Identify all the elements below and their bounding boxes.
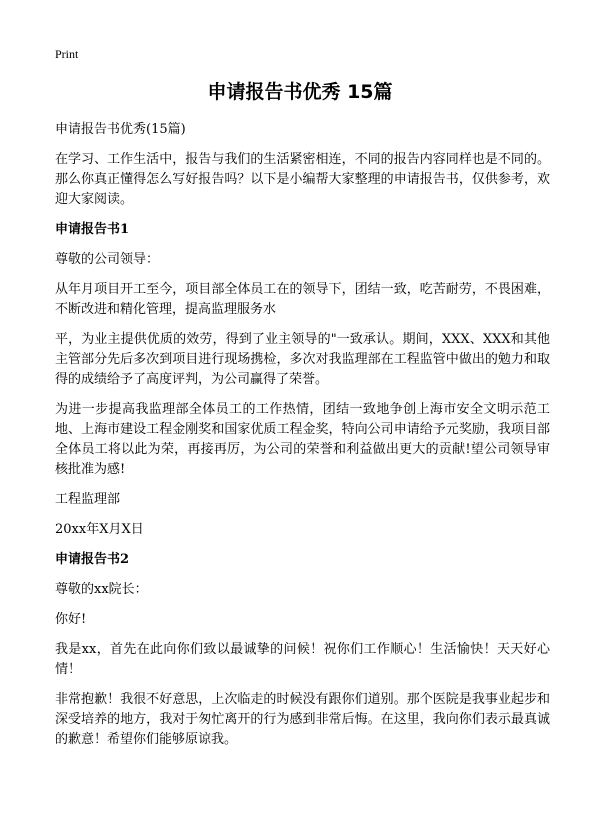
section-1-date: 20xx年X月X日 <box>55 522 144 537</box>
document-body <box>55 120 550 760</box>
section-2-heading: 申请报告书2 <box>55 552 130 567</box>
section-2-salutation: 尊敬的xx院长： <box>55 582 148 597</box>
section-1-paragraph-3: 为进一步提高我监理部全体员工的工作热情，团结一致地争创上海市安全文明示范工地、上海市建设工程金刚奖和国家优质工程金奖，特向公司申请给予元奖励，我项目部全体员工将以此为荣，再接再厉，为公司的荣誉和利益做出更大的贡献!望公司领导审核批准为感! <box>55 402 550 477</box>
section-1-paragraph-2: 平，为业主提供优质的效劳，得到了业主领导的"一致承认。期间，XXX、XXX和其他主管部分先后多次到项目进行现场携检，多次对我监理部在工程监管中做出的勉力和取得的成绩给予了高度评判，为公司赢得了荣誉。 <box>55 332 550 387</box>
section-2-paragraph-2: 非常抱歉！我很不好意思，上次临走的时候没有跟你们道别。那个医院是我事业起步和深受培养的地方，我对于匆忙离开的行为感到非常后悔。在这里，我向你们表示最真诚的歉意！希望你们能够原谅我。 <box>55 692 550 747</box>
document-subtitle: 申请报告书优秀(15篇) <box>55 122 186 137</box>
section-1-paragraph-1: 从年月项目开工至今，项目部全体员工在的领导下，团结一致，吃苦耐劳，不畏困难，不断改进和精化管理，提高监理服务水 <box>55 282 550 317</box>
section-1-salutation: 尊敬的公司领导： <box>55 252 160 267</box>
section-1-signature: 工程监理部 <box>55 492 121 507</box>
section-2-greeting: 你好! <box>55 612 87 627</box>
document-title: 申请报告书优秀 15篇 <box>207 81 393 103</box>
section-1-heading: 申请报告书1 <box>55 222 130 237</box>
intro-paragraph: 在学习、工作生活中，报告与我们的生活紧密相连，不同的报告内容同样也是不同的。那么你真正懂得怎么写好报告吗？以下是小编帮大家整理的申请报告书，仅供参考，欢迎大家阅读。 <box>55 152 550 207</box>
section-2-paragraph-1: 我是xx，首先在此向你们致以最诚挚的问候！祝你们工作顺心！生活愉快！天天好心情！ <box>55 642 550 677</box>
print-link[interactable]: Print <box>55 47 79 61</box>
